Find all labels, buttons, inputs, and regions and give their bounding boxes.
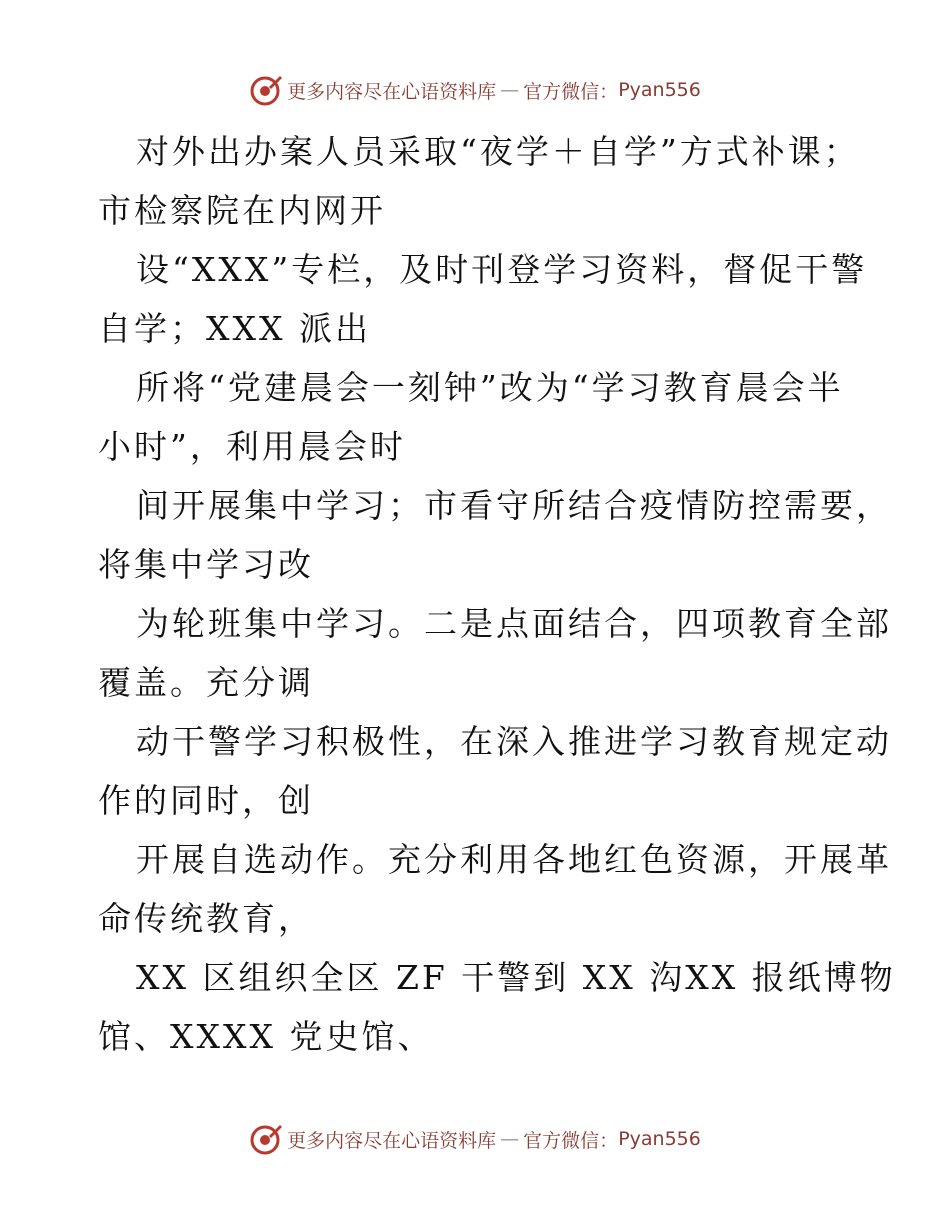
paragraph bbox=[98, 358, 858, 476]
footer-slogan: 更多内容尽在心语资料库 bbox=[287, 1129, 497, 1152]
paragraph bbox=[98, 948, 896, 1066]
header-wechat-label: 官方微信： bbox=[523, 80, 619, 103]
paragraph-line: 所将“党建晨会一刻钟”改为“学习教育晨会半 bbox=[136, 368, 844, 407]
footer-banner bbox=[0, 1119, 950, 1159]
pen-logo-icon bbox=[249, 73, 283, 107]
paragraph bbox=[98, 240, 868, 358]
paragraph-line: 馆、XXXX 党史馆、 bbox=[98, 1017, 434, 1056]
footer-wechat-id: Pyan556 bbox=[618, 1128, 701, 1150]
paragraph bbox=[98, 712, 892, 830]
footer-separator: — bbox=[500, 1128, 520, 1150]
paragraph bbox=[98, 594, 892, 712]
paragraph-line: 开展自选动作。充分利用各地红色资源，开展革 bbox=[136, 840, 892, 879]
paragraph-line: 小时”，利用晨会时 bbox=[98, 427, 406, 466]
paragraph-line: 覆盖。充分调 bbox=[98, 663, 314, 702]
paragraph-line: 对外出办案人员采取“夜学＋自学”方式补课； bbox=[136, 132, 860, 171]
footer-wechat-label: 官方微信： bbox=[523, 1129, 619, 1152]
header-wechat-id: Pyan556 bbox=[618, 79, 701, 101]
paragraph bbox=[98, 122, 858, 240]
paragraph bbox=[98, 830, 892, 948]
paragraph-line: 命传统教育， bbox=[98, 899, 314, 938]
paragraph-line: 自学；XXX 派出 bbox=[98, 309, 371, 348]
paragraph-line: 动干警学习积极性，在深入推进学习教育规定动 bbox=[136, 722, 892, 761]
paragraph-line: 为轮班集中学习。二是点面结合，四项教育全部 bbox=[136, 604, 892, 643]
paragraph bbox=[98, 476, 892, 594]
header-banner bbox=[0, 70, 950, 110]
paragraph-line: 间开展集中学习；市看守所结合疫情防控需要， bbox=[136, 486, 892, 525]
pen-logo-icon bbox=[249, 1122, 283, 1156]
header-separator: — bbox=[500, 79, 520, 101]
paragraph-line: 作的同时，创 bbox=[98, 781, 314, 820]
paragraph-line: 设“XXX”专栏，及时刊登学习资料，督促干警 bbox=[136, 250, 868, 289]
paragraph-line: 市检察院在内网开 bbox=[98, 191, 386, 230]
document-body bbox=[98, 122, 896, 1066]
header-slogan: 更多内容尽在心语资料库 bbox=[287, 80, 497, 103]
paragraph-line: XX 区组织全区 ZF 干警到 XX 沟XX 报纸博物 bbox=[136, 958, 896, 997]
paragraph-line: 将集中学习改 bbox=[98, 545, 314, 584]
